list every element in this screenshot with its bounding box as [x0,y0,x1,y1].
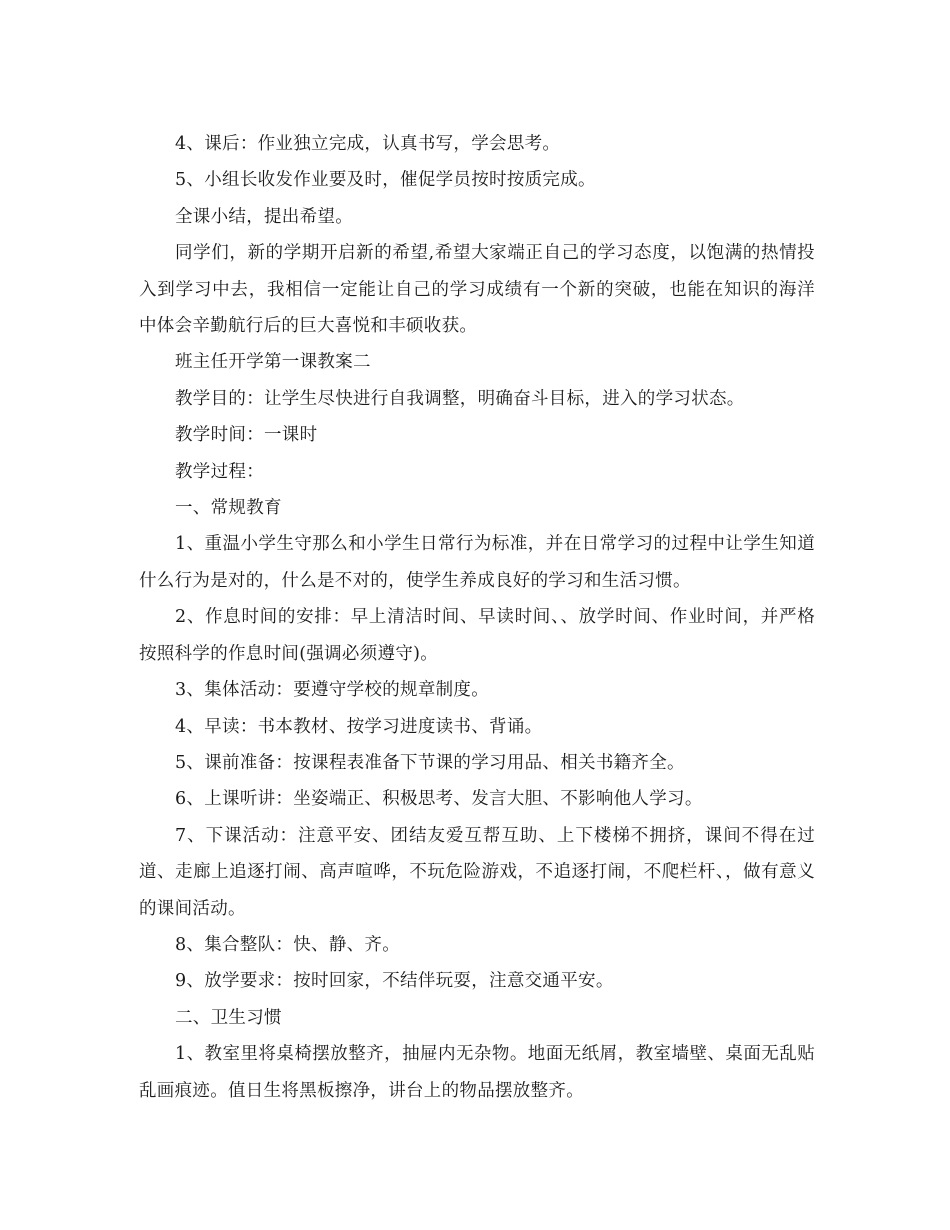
list-item-class-prep: 5、课前准备：按课程表准备下节课的学习用品、相关书籍齐全。 [175,752,685,773]
list-item-listening: 6、上课听讲：坐姿端正、积极思考、发言大胆、不影响他人学习。 [175,789,703,810]
document-body [139,126,815,1109]
list-item-rules: 1、重温小学生守那么和小学生日常行为标准，并在日常学习的过程中让学生知道什么行为是对的，什么是不对的，使学生养成良好的学习和生活习惯。 [139,534,815,591]
heading-routine-education: 一、常规教育 [175,498,282,519]
list-item-dismissal: 9、放学要求：按时回家，不结伴玩耍，注意交通平安。 [175,971,614,992]
list-item-recess: 7、下课活动：注意平安、团结友爱互帮互助、上下楼梯不拥挤，课间不得在过道、走廊上追逐打闹、高声喧哗，不玩危险游戏，不追逐打闹，不爬栏杆、，做有意义的课间活动。 [139,825,815,919]
list-item-classroom-cleanliness: 1、教室里将桌椅摆放整齐，抽屉内无杂物。地面无纸屑，教室墙壁、桌面无乱贴乱画痕迹。值日生将黑板擦净，讲台上的物品摆放整齐。 [139,1044,815,1101]
list-item-morning-reading: 4、早读：书本教材、按学习进度读书、背诵。 [175,716,543,737]
paragraph-group-leader: 5、小组长收发作业要及时，催促学员按时按质完成。 [175,170,596,191]
list-item-lineup: 8、集合整队：快、静、齐。 [175,934,401,955]
paragraph-homework: 4、课后：作业独立完成，认真书写，学会思考。 [175,134,561,154]
paragraph-teaching-process: 教学过程： [175,461,264,482]
paragraph-teaching-time: 教学时间：一课时 [175,425,318,446]
paragraph-teaching-goal: 教学目的：让学生尽快进行自我调整，明确奋斗目标，进入的学习状态。 [175,388,745,409]
section-title-plan-two: 班主任开学第一课教案二 [175,352,371,373]
list-item-schedule: 2、作息时间的安排：早上清洁时间、早读时间、、放学时间、作业时间，并严格按照科学的作息时间(强调必须遵守)。 [139,607,815,664]
paragraph-closing-hope: 同学们，新的学期开启新的希望,希望大家端正自己的学习态度，以饱满的热情投入到学习中去，我相信一定能让自己的学习成绩有一个新的突破，也能在知识的海洋中体会辛勤航行后的巨大喜悦和丰硕收获。 [139,243,815,337]
heading-hygiene-habits: 二、卫生习惯 [175,1007,282,1028]
list-item-group-activity: 3、集体活动：要遵守学校的规章制度。 [175,680,490,701]
paragraph-summary: 全课小结，提出希望。 [175,206,353,227]
